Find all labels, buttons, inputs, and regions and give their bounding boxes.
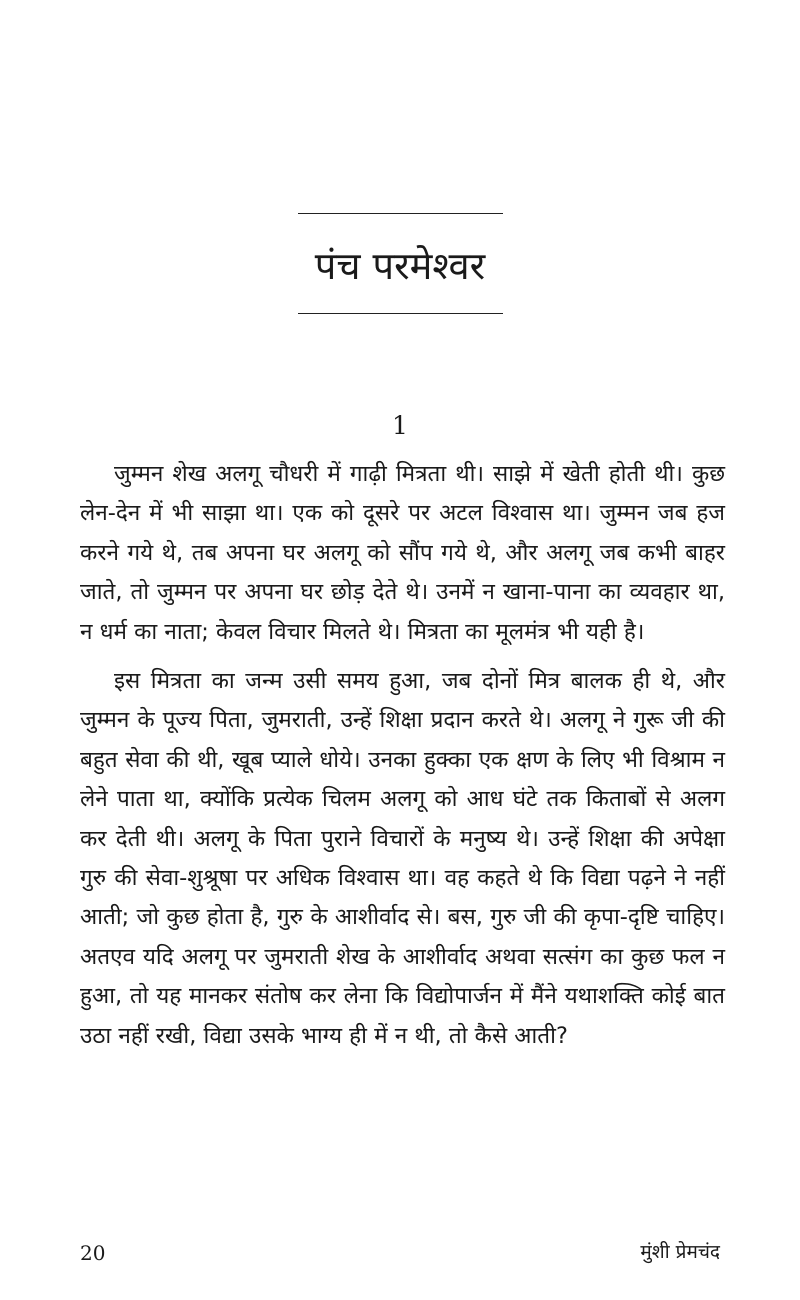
title-rule-bottom — [298, 313, 503, 314]
section-number: 1 — [392, 411, 408, 440]
chapter-body — [80, 455, 725, 1056]
title-rule-top — [298, 213, 503, 214]
page-number: 20 — [80, 1241, 106, 1265]
chapter-title: पंच परमेश्वर — [314, 244, 486, 288]
running-footer-author: मुंशी प्रेमचंद — [640, 1241, 720, 1263]
paragraph: जुम्मन शेख अलगू चौधरी में गाढ़ी मित्रता थी। साझे में खेती होती थी। कुछ लेन-देन में भी साझा था। एक को दूसरे पर अटल विश्वास था। जुम्मन जब हज करने गये थे, तब अपना घर अलगू को सौंप गये थे, और अलगू जब कभी बाहर जाते, तो जुम्मन पर अपना घर छोड़ देते थे। उनमें न खाना-पाना का व्यवहार था, न धर्म का नाता; केवल विचार मिलते थे। मित्रता का मूलमंत्र भी यही है। — [80, 461, 725, 645]
paragraph: इस मित्रता का जन्म उसी समय हुआ, जब दोनों मित्र बालक ही थे, और जुम्मन के पूज्य पिता, जुमराती, उन्हें शिक्षा प्रदान करते थे। अलगू ने गुरू जी की बहुत सेवा की थी, खूब प्याले धोये। उनका हुक्का एक क्षण के लिए भी विश्राम न लेने पाता था, क्योंकि प्रत्येक चिलम अलगू को आध घंटे तक किताबों से अलग कर देती थी। अलगू के पिता पुराने विचारों के मनुष्य थे। उन्हें शिक्षा की अपेक्षा गुरु की सेवा-शुश्रूषा पर अधिक विश्वास था। वह कहते थे कि विद्या पढ़ने ने नहीं आती; जो कुछ होता है, गुरु के आशीर्वाद से। बस, गुरु जी की कृपा-दृष्टि चाहिए। अतएव यदि अलगू पर जुमराती शेख के आशीर्वाद अथवा सत्संग का कुछ फल न हुआ, तो यह मानकर संतोष कर लेना कि विद्योपार्जन में मैंने यथाशक्ति कोई बात उठा नहीं रखी, विद्या उसके भाग्य ही में न थी, तो कैसे आती? — [80, 668, 725, 1049]
